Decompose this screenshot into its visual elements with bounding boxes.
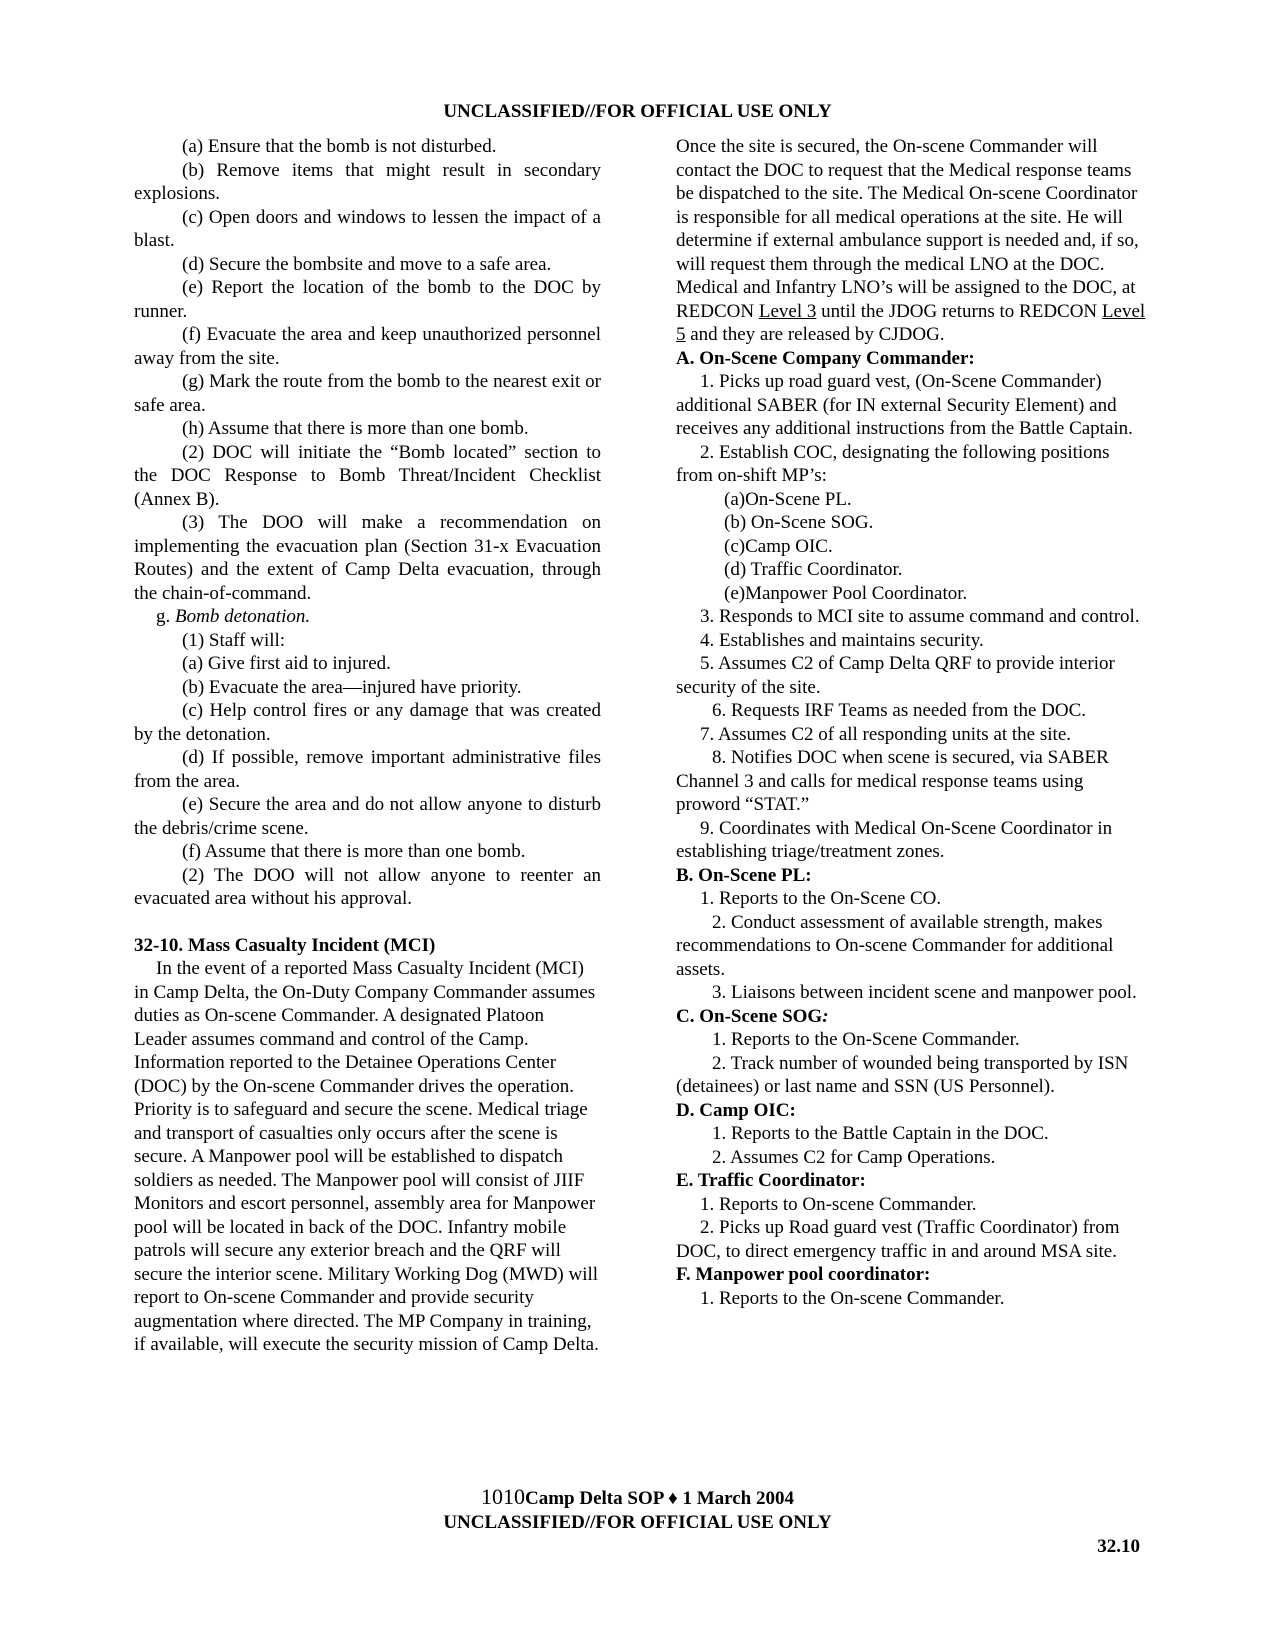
- list-item: (h) Assume that there is more than one bomb.: [182, 418, 529, 439]
- subsection-label: g.: [156, 606, 171, 627]
- list-item: 4. Establishes and maintains security.: [700, 629, 984, 651]
- list-item: 3. Liaisons between incident scene and manpower pool.: [712, 982, 1137, 1003]
- list-item: (c) Help control fires or any damage that was created by the detonation.: [134, 700, 601, 745]
- spacer: [134, 911, 601, 934]
- subsection-colon: :: [822, 1005, 829, 1027]
- list-item: 1. Reports to the On-Scene Commander.: [712, 1029, 1020, 1050]
- list-item: 2. Establish COC, designating the following positions from on-shift MP’s:: [676, 441, 1110, 486]
- list-item: (g) Mark the route from the bomb to the nearest exit or safe area.: [134, 371, 601, 416]
- text-run: Medical and Infantry LNO’s will be assigned to the DOC, at REDCON: [676, 277, 1136, 322]
- subsection-heading-c: [676, 1005, 1146, 1029]
- list-item: 1. Reports to the Battle Captain in the DOC.: [712, 1123, 1049, 1144]
- list-item: (c)Camp OIC.: [724, 535, 833, 557]
- list-item: (e)Manpower Pool Coordinator.: [724, 582, 968, 604]
- list-item: (b) Remove items that might result in secondary explosions.: [134, 159, 601, 204]
- list-item: (a)On-Scene PL.: [724, 488, 852, 510]
- classification-footer: UNCLASSIFIED//FOR OFFICIAL USE ONLY: [443, 1512, 832, 1533]
- list-item: (a) Ensure that the bomb is not disturbed.: [182, 136, 497, 157]
- classification-header: UNCLASSIFIED//FOR OFFICIAL USE ONLY: [443, 101, 832, 122]
- list-item: (f) Evacuate the area and keep unauthorized personnel away from the site.: [134, 324, 601, 369]
- redcon-level-5: Level 5: [676, 300, 1146, 345]
- subsection-heading-a: [676, 347, 1146, 371]
- subsection-heading-d: D. Camp OIC:: [676, 1099, 796, 1121]
- list-item: (d) Traffic Coordinator.: [724, 559, 903, 580]
- subsection-heading: [134, 605, 601, 629]
- document-title: Camp Delta SOP ♦ 1 March 2004: [525, 1488, 794, 1509]
- paragraph: In the event of a reported Mass Casualty Incident (MCI) in Camp Delta, the On-Duty Company Commander assumes duties as On-scene Commander. A designated Platoon Leader assumes command and control of the Camp. Information reported to the Detainee Operations Center (DOC) by the On-scene Commander drives the operation.: [134, 958, 596, 1097]
- subsection-heading-b: B. On-Scene PL:: [676, 864, 812, 886]
- subsection-title: . On-Scene Company Commander:: [689, 347, 975, 369]
- list-item: 6. Requests IRF Teams as needed from the DOC.: [712, 700, 1087, 721]
- left-column: [134, 135, 601, 1357]
- paragraph: Priority is to safeguard and secure the scene. Medical triage and transport of casualties only occurs after the scene is secure. A Manpower pool will be established to dispatch soldiers as needed. The Manpower pool will consist of JIIF Monitors and escort personnel, assembly area for Manpower pool will be located in back of the DOC. Infantry mobile patrols will secure any exterior breach and the QRF will secure the interior scene. Military Working Dog (MWD) will report to On-scene Commander and provide security augmentation where directed. The MP Company in training, if available, will execute the security mission of Camp Delta.: [134, 1099, 599, 1355]
- list-item: (a) Give first aid to injured.: [182, 653, 391, 674]
- list-item: 2. Picks up Road guard vest (Traffic Coordinator) from DOC, to direct emergency traffic in and around MSA site.: [676, 1217, 1120, 1262]
- text-run: until the JDOG returns to REDCON: [816, 300, 1102, 322]
- list-item: (d) If possible, remove important administrative files from the area.: [134, 747, 601, 792]
- list-item: 9. Coordinates with Medical On-Scene Coordinator in establishing triage/treatment zones.: [676, 817, 1113, 862]
- list-item: 7. Assumes C2 of all responding units at the site.: [700, 723, 1072, 745]
- redcon-level-3: Level 3: [758, 300, 817, 322]
- list-item: (2) DOC will initiate the “Bomb located” section to the DOC Response to Bomb Threat/Incident Checklist (Annex B).: [134, 441, 601, 510]
- subsection-title: C. On-Scene SOG: [676, 1005, 823, 1027]
- list-item: 2. Track number of wounded being transported by ISN (detainees) or last name and SSN (US Personnel).: [676, 1052, 1129, 1097]
- subsection-heading-f: F. Manpower pool coordinator:: [676, 1264, 931, 1285]
- list-item: 5. Assumes C2 of Camp Delta QRF to provide interior security of the site.: [676, 653, 1115, 698]
- page-footer: [0, 1485, 1275, 1535]
- list-item: (c) Open doors and windows to lessen the impact of a blast.: [134, 206, 601, 251]
- list-item: (2) The DOO will not allow anyone to reenter an evacuated area without his approval.: [134, 864, 601, 909]
- subsection-heading-e: E. Traffic Coordinator:: [676, 1170, 866, 1191]
- list-item: 8. Notifies DOC when scene is secured, via SABER Channel 3 and calls for medical response teams using proword “STAT.”: [676, 747, 1109, 815]
- list-item: (e) Secure the area and do not allow anyone to disturb the debris/crime scene.: [134, 794, 601, 839]
- right-column: [676, 135, 1146, 1310]
- text-run: and they are released by CJDOG.: [685, 324, 945, 345]
- list-item: (3) The DOO will make a recommendation on implementing the evacuation plan (Section 31-x Evacuation Routes) and the extent of Camp Delta evacuation, through the chain-of-command.: [134, 512, 601, 604]
- list-item: (f) Assume that there is more than one bomb.: [182, 841, 526, 862]
- list-item: 2. Conduct assessment of available strength, makes recommendations to On-scene Commander for additional assets.: [676, 911, 1114, 980]
- list-item: (b) Evacuate the area—injured have priority.: [182, 676, 522, 698]
- list-item: 2. Assumes C2 for Camp Operations.: [712, 1146, 996, 1168]
- paragraph: [676, 276, 1146, 347]
- list-item: 1. Reports to On-scene Commander.: [700, 1193, 977, 1215]
- list-item: 1. Reports to the On-Scene CO.: [700, 888, 942, 909]
- section-page-code: 32.10: [1097, 1536, 1140, 1557]
- section-heading: 32-10. Mass Casualty Incident (MCI): [134, 934, 436, 956]
- subsection-title: Bomb detonation.: [175, 606, 311, 627]
- list-item: (e) Report the location of the bomb to the DOC by runner.: [134, 277, 601, 322]
- list-item: (b) On-Scene SOG.: [724, 512, 874, 533]
- list-item: 1. Picks up road guard vest, (On-Scene Commander) additional SABER (for IN external Security Element) and receives any additional instructions from the Battle Captain.: [676, 371, 1133, 439]
- page-number: 1010: [481, 1484, 525, 1509]
- list-item: (d) Secure the bombsite and move to a safe area.: [182, 253, 552, 275]
- footer-title-line: [0, 1485, 1275, 1511]
- list-item: (1) Staff will:: [182, 629, 286, 651]
- list-item: 1. Reports to the On-scene Commander.: [700, 1287, 1005, 1309]
- paragraph: Once the site is secured, the On-scene Commander will contact the DOC to request that the Medical response teams be dispatched to the site. The Medical On-scene Coordinator is responsible for all medical operations at the site. He will determine if external ambulance support is needed and, if so, will request them through the medical LNO at the DOC.: [676, 136, 1139, 275]
- list-item: 3. Responds to MCI site to assume command and control.: [700, 606, 1140, 627]
- subsection-letter: A: [676, 347, 690, 369]
